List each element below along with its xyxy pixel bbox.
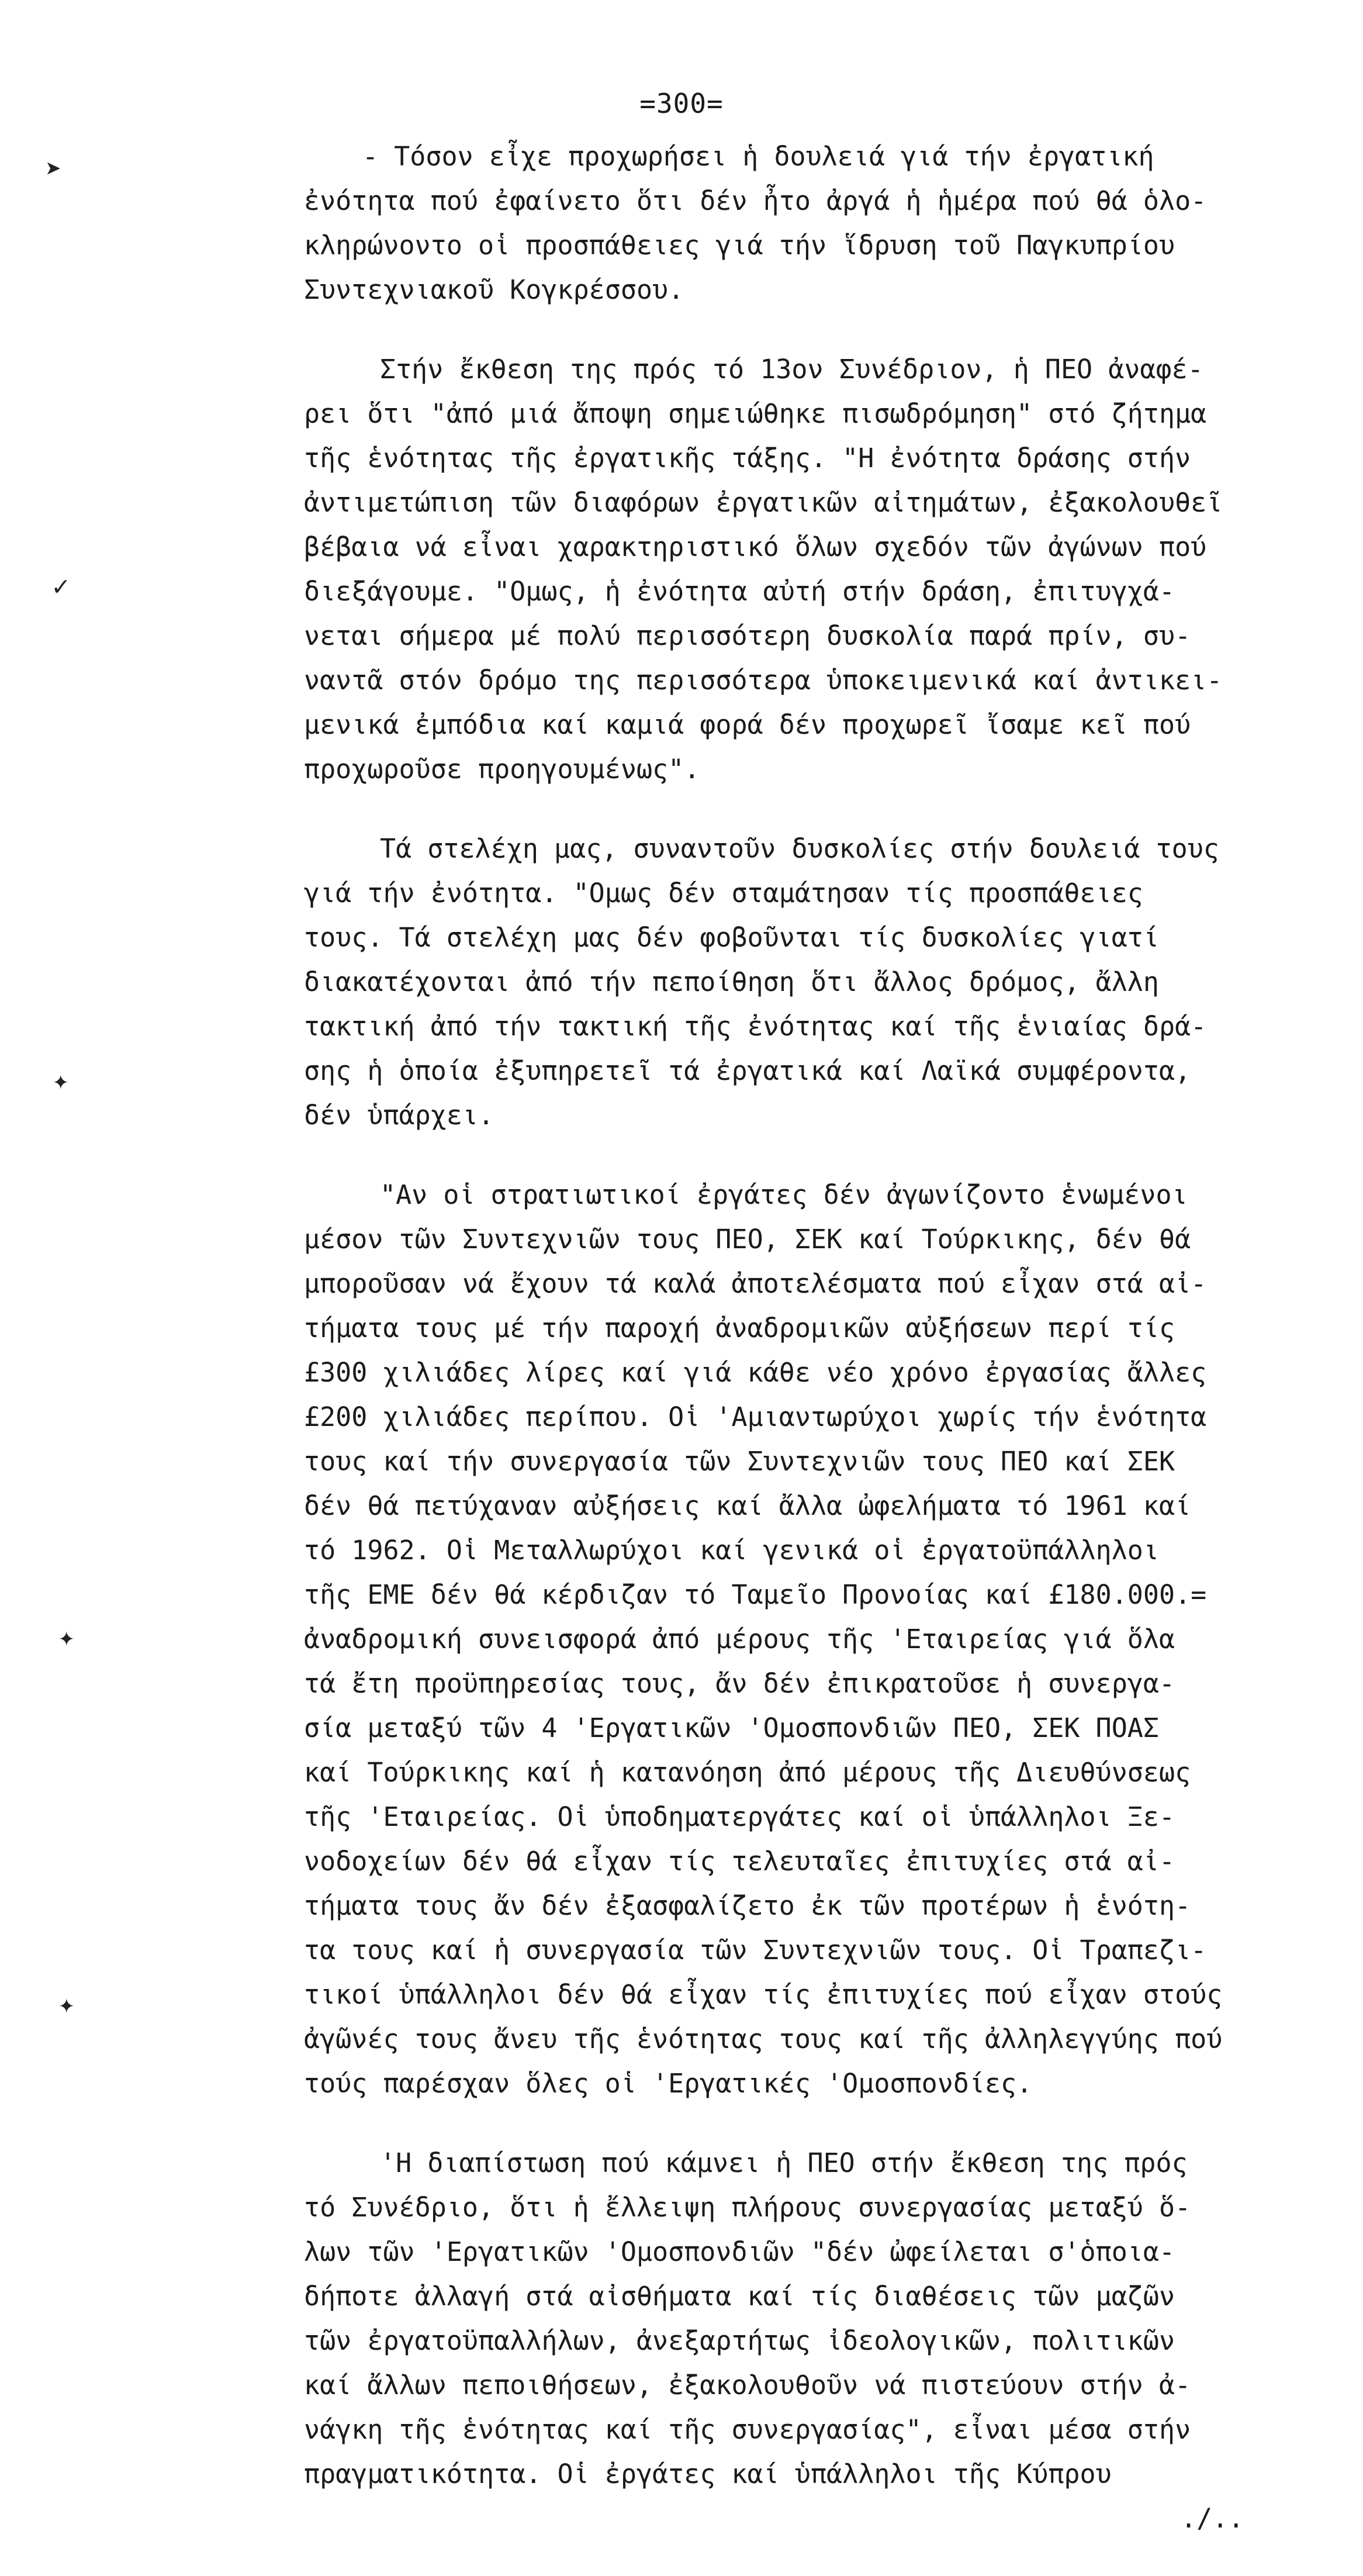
- text-line: τούς παρέσχαν ὅλες οἱ 'Εργατικές 'Ομοσπονδίες.: [304, 2068, 1033, 2099]
- text-line: μποροῦσαν νά ἔχουν τά καλά ἀποτελέσματα πού εἶχαν στά αἰ-: [304, 1268, 1207, 1299]
- text-line: τήματα τους ἄν δέν ἐξασφαλίζετο ἐκ τῶν προτέρων ἡ ἑνότη-: [304, 1890, 1191, 1921]
- margin-star-mark: ✦: [58, 1988, 75, 2019]
- paragraph-1: [304, 134, 1356, 312]
- text-line: καί Τούρκικης καί ἡ κατανόηση ἀπό μέρους τῆς Διευθύνσεως: [304, 1757, 1191, 1788]
- text-line: σία μεταξύ τῶν 4 'Εργατικῶν 'Ομοσπονδιῶν ΠΕΟ, ΣΕΚ ΠΟΑΣ: [304, 1712, 1159, 1743]
- margin-star-mark: ✦: [53, 1064, 69, 1096]
- margin-check-mark: ✓: [53, 570, 69, 602]
- text-line: νεται σήμερα μέ πολύ περισσότερη δυσκολία παρά πρίν, συ-: [304, 620, 1191, 651]
- text-line: τό 1962. Οἱ Μεταλλωρύχοι καί γενικά οἱ ἐργατοϋπάλληλοι: [304, 1535, 1159, 1566]
- text-line: τό Συνέδριο, ὅτι ἡ ἔλλειψη πλήρους συνεργασίας μεταξύ ὅ-: [304, 2192, 1191, 2223]
- text-line: 'Η διαπίστωση πού κάμνει ἡ ΠΕΟ στήν ἔκθεση της πρός: [380, 2147, 1188, 2178]
- paragraph-5: [304, 2141, 1356, 2541]
- text-line: λων τῶν 'Εργατικῶν 'Ομοσπονδιῶν "δέν ὠφείλεται σ'ὁποια-: [304, 2236, 1175, 2267]
- text-line: προχωροῦσε προηγουμένως".: [304, 754, 700, 785]
- text-line: τῆς ΕΜΕ δέν θά κέρδιζαν τό Ταμεῖο Προνοίας καί £180.000.=: [304, 1579, 1207, 1610]
- text-line: ἀναδρομική συνεισφορά ἀπό μέρους τῆς 'Εταιρείας γιά ὅλα: [304, 1624, 1175, 1655]
- text-line: ρει ὅτι "ἀπό μιά ἄποψη σημειώθηκε πισωδρόμηση" στό ζήτημα: [304, 398, 1207, 429]
- document-body: [304, 134, 1356, 2576]
- text-line: Συντεχνιακοῦ Κογκρέσσου.: [304, 274, 684, 305]
- text-line: τακτική ἀπό τήν τακτική τῆς ἐνότητας καί τῆς ἑνιαίας δρά-: [304, 1011, 1207, 1042]
- text-line: £300 χιλιάδες λίρες καί γιά κάθε νέο χρόνο ἐργασίας ἄλλες: [304, 1357, 1207, 1388]
- text-line: ἀντιμετώπιση τῶν διαφόρων ἐργατικῶν αἰτημάτων, ἐξακολουθεῖ: [304, 487, 1223, 518]
- text-line: βέβαια νά εἶναι χαρακτηριστικό ὅλων σχεδόν τῶν ἀγώνων πού: [304, 531, 1207, 562]
- text-line: τους. Τά στελέχη μας δέν φοβοῦνται τίς δυσκολίες γιατί: [304, 922, 1159, 953]
- text-line: ἐνότητα πού ἐφαίνετο ὅτι δέν ἦτο ἀργά ἡ ἡμέρα πού θά ὁλο-: [304, 185, 1207, 216]
- text-line: τήματα τους μέ τήν παροχή ἀναδρομικῶν αὐξήσεων περί τίς: [304, 1313, 1175, 1344]
- text-line: ναντᾶ στόν δρόμο της περισσότερα ὑποκειμενικά καί ἀντικει-: [304, 665, 1223, 696]
- text-line: τῆς ἑνότητας τῆς ἐργατικῆς τάξης. "Η ἐνότητα δράσης στήν: [304, 443, 1191, 474]
- text-line: σης ἡ ὁποία ἐξυπηρετεῖ τά ἐργατικά καί Λαϊκά συμφέροντα,: [304, 1055, 1191, 1086]
- text-line: - Τόσον εἶχε προχωρήσει ἡ δουλειά γιά τήν ἐργατική: [362, 141, 1154, 172]
- margin-arrow-mark: ➤: [46, 153, 62, 185]
- text-line: μέσον τῶν Συντεχνιῶν τους ΠΕΟ, ΣΕΚ καί Τούρκικης, δέν θά: [304, 1224, 1191, 1255]
- text-line: "Αν οἱ στρατιωτικοί ἐργάτες δέν ἀγωνίζοντο ἑνωμένοι: [380, 1179, 1188, 1210]
- paragraph-2: [304, 347, 1356, 792]
- text-line: Τά στελέχη μας, συναντοῦν δυσκολίες στήν δουλειά τους: [380, 833, 1219, 864]
- text-line: καί ἄλλων πεποιθήσεων, ἐξακολουθοῦν νά πιστεύουν στήν ἀ-: [304, 2370, 1191, 2401]
- page-number: =300=: [639, 88, 724, 119]
- text-line: τά ἔτη προϋπηρεσίας τους, ἄν δέν ἐπικρατοῦσε ἡ συνεργα-: [304, 1668, 1175, 1699]
- margin-star-mark: ✦: [58, 1621, 75, 1652]
- text-line: μενικά ἐμπόδια καί καμιά φορά δέν προχωρεῖ ἴσαμε κεῖ πού: [304, 709, 1191, 740]
- text-line: δέν ὑπάρχει.: [304, 1100, 494, 1131]
- continuation-mark: ./..: [1181, 2503, 1244, 2534]
- text-line: τους καί τήν συνεργασία τῶν Συντεχνιῶν τους ΠΕΟ καί ΣΕΚ: [304, 1446, 1175, 1477]
- text-line: £200 χιλιάδες περίπου. Οἱ 'Αμιαντωρύχοι χωρίς τήν ἑνότητα: [304, 1401, 1207, 1432]
- text-line: δέν θά πετύχαναν αὐξήσεις καί ἄλλα ὠφελήματα τό 1961 καί: [304, 1490, 1191, 1521]
- text-line: πραγματικότητα. Οἱ ἐργάτες καί ὑπάλληλοι τῆς Κύπρου: [304, 2458, 1112, 2489]
- text-line: ἀγῶνές τους ἄνευ τῆς ἑνότητας τους καί τῆς ἀλληλεγγύης πού: [304, 2023, 1223, 2054]
- text-line: διεξάγουμε. "Ομως, ἡ ἐνότητα αὐτή στήν δράση, ἐπιτυγχά-: [304, 576, 1175, 607]
- text-line: διακατέχονται ἀπό τήν πεποίθηση ὅτι ἄλλος δρόμος, ἄλλη: [304, 966, 1159, 997]
- text-line: κληρώνοντο οἱ προσπάθειες γιά τήν ἵδρυση τοῦ Παγκυπρίου: [304, 230, 1175, 261]
- text-line: νοδοχείων δέν θά εἶχαν τίς τελευταῖες ἐπιτυχίες στά αἰ-: [304, 1846, 1175, 1877]
- paragraph-3: [304, 827, 1356, 1138]
- text-line: τῆς 'Εταιρείας. Οἱ ὑποδηματεργάτες καί οἱ ὑπάλληλοι Ξε-: [304, 1801, 1175, 1832]
- text-line: νάγκη τῆς ἑνότητας καί τῆς συνεργασίας", εἶναι μέσα στήν: [304, 2414, 1191, 2445]
- text-line: Στήν ἔκθεση της πρός τό 13ον Συνέδριον, ἡ ΠΕΟ ἀναφέ-: [380, 354, 1203, 385]
- text-line: δήποτε ἀλλαγή στά αἰσθήματα καί τίς διαθέσεις τῶν μαζῶν: [304, 2281, 1175, 2312]
- text-line: τῶν ἐργατοϋπαλλήλων, ἀνεξαρτήτως ἰδεολογικῶν, πολιτικῶν: [304, 2325, 1175, 2356]
- text-line: τα τους καί ἡ συνεργασία τῶν Συντεχνιῶν τους. Οἱ Τραπεζι-: [304, 1935, 1207, 1966]
- paragraph-4: [304, 1173, 1356, 2106]
- text-line: τικοί ὑπάλληλοι δέν θά εἶχαν τίς ἐπιτυχίες πού εἶχαν στούς: [304, 1979, 1223, 2010]
- text-line: γιά τήν ἐνότητα. "Ομως δέν σταμάτησαν τίς προσπάθειες: [304, 878, 1143, 909]
